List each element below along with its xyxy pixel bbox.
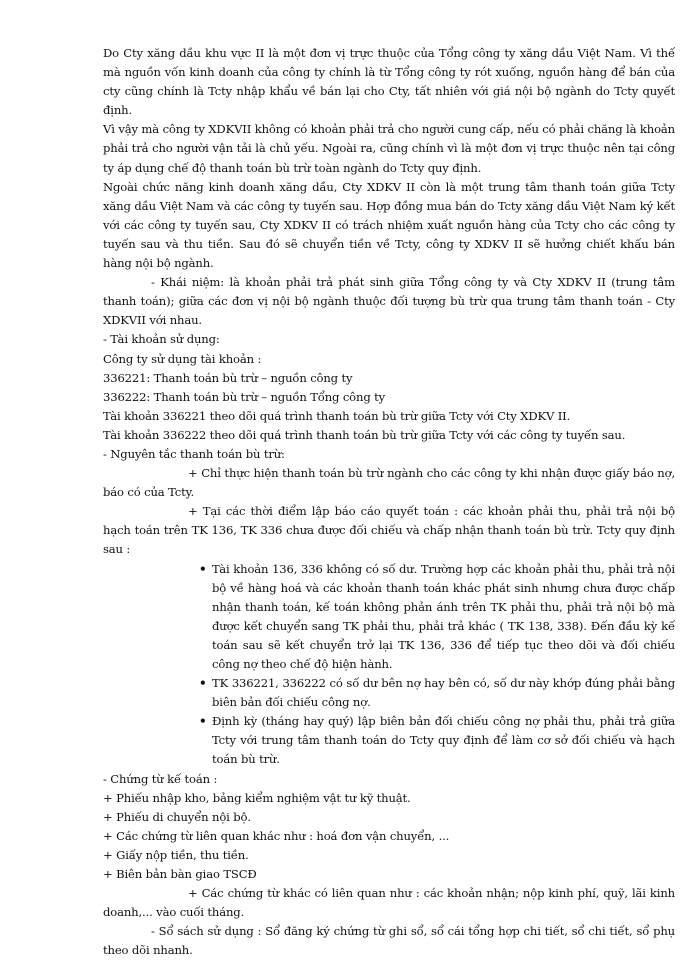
intro-paragraph-1: Do Cty xăng dầu khu vực II là một đơn vị trực thuộc của Tổng công ty xăng dầu Việt Nam. Vì thế mà nguồn vốn kinh doanh của công ty chính là từ Tổng công ty rót xuống, nguồn hàng để bán của cty cũng chính là Tcty nhập khẩu về bán lại cho Cty, tất nhiên với giá nội bộ ngành do Tcty quyết định. (103, 46, 675, 118)
rule-item-3: • Định kỳ (tháng hay quý) lập biên bản đối chiếu công nợ phải thu, phải trả giữa Tcty với trung tâm thanh toán do Tcty quy định để làm cơ sở đối chiếu và hạch toán bù trừ. (212, 712, 675, 769)
account-note-336222: Tài khoản 336222 theo dõi quá trình thanh toán bù trừ giữa Tcty với các công ty tuyến sau. (103, 427, 626, 442)
concept-paragraph: - Khái niệm: là khoản phải trả phát sinh giữa Tổng công ty và Cty XDKV II (trung tâm thanh toán); giữa các đơn vị nội bộ ngành thuộc đối tượng bù trừ qua trung tâm thanh toán - Cty XDKVII với nhau. (103, 275, 675, 328)
account-note-336221: Tài khoản 336221 theo dõi quá trình thanh toán bù trừ giữa Tcty với Cty XDKV II. (103, 408, 571, 423)
document-item-4: + Giấy nộp tiền, thu tiền. (103, 847, 249, 862)
accounts-intro: Công ty sử dụng tài khoản : (103, 351, 262, 366)
rule-item-1: • Tài khoản 136, 336 không có số dư. Trường hợp các khoản phải thu, phải trả nội bộ về hàng hoá và các khoản thanh toán khác phát sinh nhưng chưa được chấp nhận thanh toán, kế toán không phản ánh trên TK phải thu, phải trả nội bộ mà được kết chuyển sang TK phải thu, phải trả khác ( TK 138, 338). Đến đầu kỳ kế toán sau sẽ kết chuyển trở lại TK 136, 336 để tiếp tục theo dõi và đối chiếu công nợ theo chế độ hiện hành. (212, 560, 675, 675)
rules-list (103, 560, 675, 770)
intro-paragraph-3: Ngoài chức năng kinh doanh xăng dầu, Cty XDKV II còn là một trung tâm thanh toán giữa Tcty xăng dầu Việt Nam và các công ty tuyến sau. Hợp đồng mua bán do Tcty xăng dầu Việt Nam ký kết với các công ty tuyến sau, Cty XDKV II có trách nhiệm xuất nguồn hàng của Tcty cho các công ty tuyến sau và thu tiền. Sau đó sẽ chuyển tiền về Tcty, công ty XDKV II sẽ hưởng chiết khấu bán hàng nội bộ ngành. (103, 179, 675, 271)
document-item-2: + Phiếu di chuyển nội bộ. (103, 809, 251, 824)
document-item-5: + Biên bản bàn giao TSCĐ (103, 867, 257, 882)
account-line-336222: 336222: Thanh toán bù trừ – nguồn Tổng công ty (103, 389, 386, 404)
document-item-1: + Phiếu nhập kho, bảng kiểm nghiệm vật tư kỹ thuật. (103, 790, 411, 805)
principles-heading: - Nguyên tắc thanh toán bù trừ: (103, 446, 285, 461)
principle-item-2: + Tại các thời điểm lập báo cáo quyết toán : các khoản phải thu, phải trả nội bộ hạch toán trên TK 136, TK 336 chưa được đối chiếu và chấp nhận thanh toán bù trừ. Tcty quy định sau : (103, 504, 675, 557)
account-line-336221: 336221: Thanh toán bù trừ – nguồn công ty (103, 370, 353, 385)
books-paragraph: - Sổ sách sử dụng : Sổ đăng ký chứng từ ghi sổ, sổ cái tổng hợp chi tiết, sổ chi tiết, sổ phụ theo dõi nhanh. (103, 924, 675, 958)
intro-paragraph-2: Vì vậy mà công ty XDKVII không có khoản phải trả cho người cung cấp, nếu có phải chăng là khoản phải trả cho người vận tải là chủ yếu. Ngoài ra, cũng chính vì là một đơn vị trực thuộc nên tại công ty áp dụng chế độ thanh toán bù trừ toàn ngành do Tcty quy định. (103, 122, 675, 175)
document-item-other: + Các chứng từ khác có liên quan như : các khoản nhận; nộp kinh phí, quỹ, lãi kinh doanh,... vào cuối tháng. (103, 886, 675, 920)
principle-item-1: + Chỉ thực hiện thanh toán bù trừ ngành cho các công ty khi nhận được giấy báo nợ, báo có của Tcty. (103, 466, 675, 500)
document-item-3: + Các chứng từ liên quan khác như : hoá đơn vận chuyển, ... (103, 828, 450, 843)
rule-item-2: • TK 336221, 336222 có số dư bên nợ hay bên có, số dư này khớp đúng phải bằng biên bản đối chiếu công nợ. (212, 674, 675, 712)
accounts-heading: - Tài khoản sử dụng: (103, 332, 220, 347)
document-page (103, 44, 675, 961)
documents-heading: - Chứng từ kế toán : (103, 771, 218, 786)
